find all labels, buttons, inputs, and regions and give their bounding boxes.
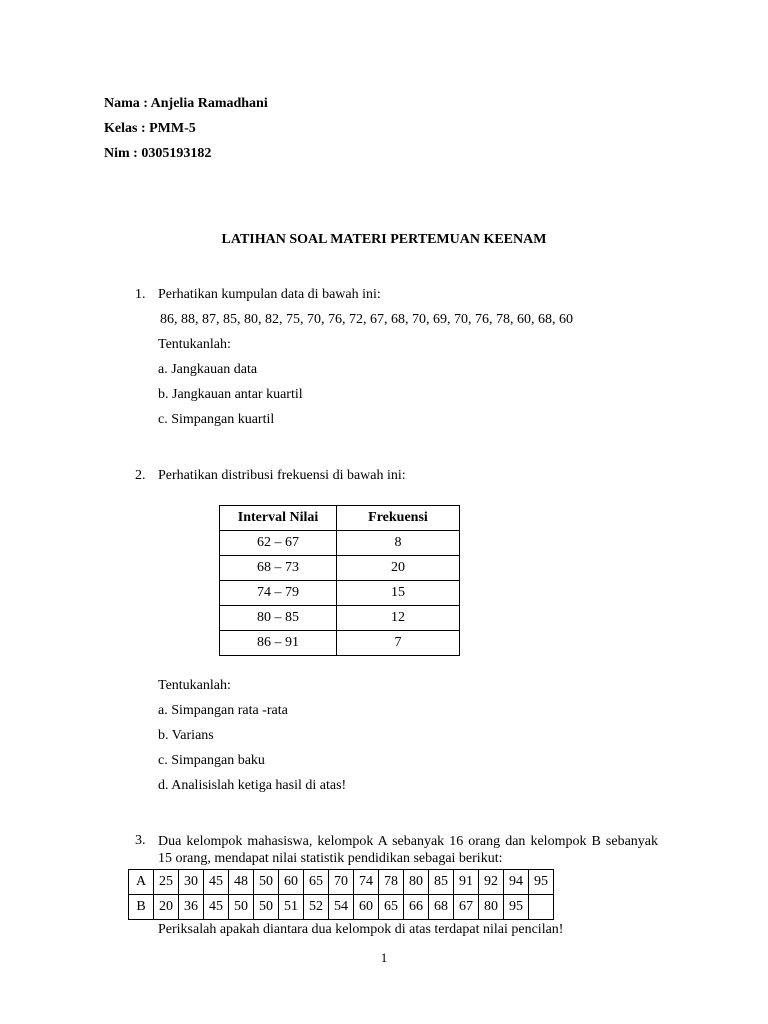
- score-cell: 25: [154, 870, 179, 895]
- q2-item-a: a. Simpangan rata -rata: [158, 703, 288, 718]
- interval-cell: 86 – 91: [220, 631, 337, 656]
- score-cell: 50: [254, 895, 279, 920]
- score-cell: 68: [429, 895, 454, 920]
- page-number: 1: [380, 950, 388, 965]
- table-row-b: [129, 895, 554, 920]
- table-row: [220, 631, 460, 656]
- table-row: [220, 531, 460, 556]
- frequency-cell: 15: [337, 581, 460, 606]
- score-cell: 20: [154, 895, 179, 920]
- score-cell: 80: [404, 870, 429, 895]
- q2-item-d: d. Analisislah ketiga hasil di atas!: [158, 778, 347, 793]
- frequency-cell: 7: [337, 631, 460, 656]
- score-cell: 67: [454, 895, 479, 920]
- student-name: Nama : Anjelia Ramadhani: [104, 96, 268, 111]
- table-row: [220, 556, 460, 581]
- score-cell: 70: [329, 870, 354, 895]
- score-cell: 94: [504, 870, 529, 895]
- score-cell: [529, 895, 554, 920]
- student-class: Kelas : PMM-5: [104, 121, 196, 136]
- q1-text: Perhatikan kumpulan data di bawah ini:: [158, 287, 381, 302]
- header-frequency: Frekuensi: [337, 506, 460, 531]
- frequency-table: [219, 505, 460, 656]
- q1-item-a: a. Jangkauan data: [158, 362, 258, 377]
- table-header-row: [220, 506, 460, 531]
- q1-data: 86, 88, 87, 85, 80, 82, 75, 70, 76, 72, 67, 68, 70, 69, 70, 76, 78, 60, 68, 60: [160, 312, 573, 327]
- score-cell: 65: [379, 895, 404, 920]
- student-nim: Nim : 0305193182: [104, 146, 212, 161]
- score-cell: 74: [354, 870, 379, 895]
- score-cell: 78: [379, 870, 404, 895]
- score-cell: 80: [479, 895, 504, 920]
- interval-cell: 68 – 73: [220, 556, 337, 581]
- score-cell: 50: [254, 870, 279, 895]
- interval-cell: 74 – 79: [220, 581, 337, 606]
- score-cell: 54: [329, 895, 354, 920]
- q3-text: Dua kelompok mahasiswa, kelompok A sebanyak 16 orang dan kelompok B sebanyak 15 orang, mendapat nilai statistik pendidikan sebagai berikut:: [158, 834, 658, 866]
- frequency-cell: 20: [337, 556, 460, 581]
- document-title: LATIHAN SOAL MATERI PERTEMUAN KEENAM: [221, 232, 547, 247]
- group-scores-table: [128, 869, 554, 920]
- score-cell: 66: [404, 895, 429, 920]
- q3-number: 3.: [135, 833, 146, 848]
- header-interval: Interval Nilai: [220, 506, 337, 531]
- table-row: [220, 606, 460, 631]
- q1-item-c: c. Simpangan kuartil: [158, 412, 275, 427]
- q2-text: Perhatikan distribusi frekuensi di bawah ini:: [158, 468, 406, 483]
- score-cell: 60: [279, 870, 304, 895]
- q1-instruction: Tentukanlah:: [158, 337, 231, 352]
- score-cell: 52: [304, 895, 329, 920]
- score-cell: 92: [479, 870, 504, 895]
- frequency-cell: 12: [337, 606, 460, 631]
- score-cell: 65: [304, 870, 329, 895]
- q3-closing: Periksalah apakah diantara dua kelompok di atas terdapat nilai pencilan!: [158, 922, 564, 937]
- q1-item-b: b. Jangkauan antar kuartil: [158, 387, 303, 402]
- interval-cell: 62 – 67: [220, 531, 337, 556]
- q1-number: 1.: [135, 287, 146, 302]
- q2-item-c: c. Simpangan baku: [158, 753, 265, 768]
- score-cell: 51: [279, 895, 304, 920]
- row-label: B: [129, 895, 154, 920]
- table-row: [220, 581, 460, 606]
- table-row-a: [129, 870, 554, 895]
- q2-instruction: Tentukanlah:: [158, 678, 231, 693]
- score-cell: 91: [454, 870, 479, 895]
- score-cell: 48: [229, 870, 254, 895]
- score-cell: 95: [529, 870, 554, 895]
- score-cell: 95: [504, 895, 529, 920]
- score-cell: 50: [229, 895, 254, 920]
- frequency-cell: 8: [337, 531, 460, 556]
- q2-number: 2.: [135, 468, 146, 483]
- score-cell: 30: [179, 870, 204, 895]
- score-cell: 85: [429, 870, 454, 895]
- score-cell: 60: [354, 895, 379, 920]
- interval-cell: 80 – 85: [220, 606, 337, 631]
- row-label: A: [129, 870, 154, 895]
- q2-item-b: b. Varians: [158, 728, 214, 743]
- score-cell: 45: [204, 870, 229, 895]
- score-cell: 36: [179, 895, 204, 920]
- score-cell: 45: [204, 895, 229, 920]
